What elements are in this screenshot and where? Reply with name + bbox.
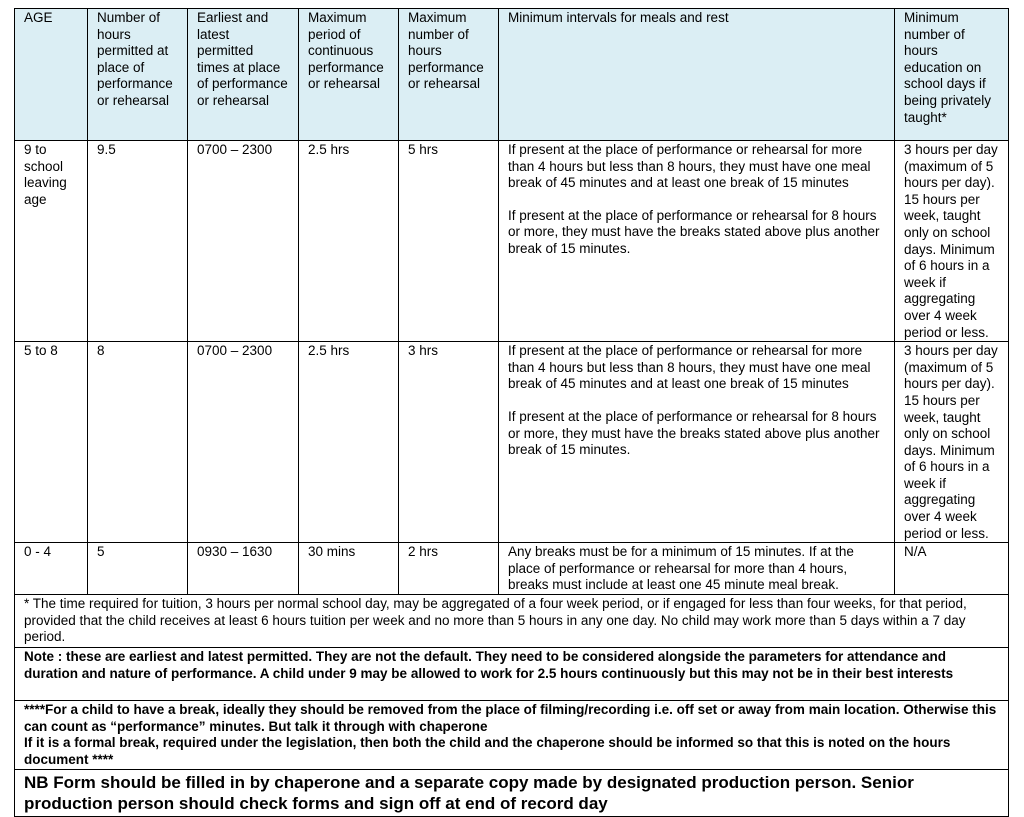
working-hours-table: [14, 8, 1009, 817]
break-note-line: ****For a child to have a break, ideally they should be removed from the place of filming/recording i.e. off set or away from main location. Otherwise this can count as “performance” minutes. But talk it through with chaperone: [24, 702, 997, 734]
cell-hours: 5: [88, 543, 188, 595]
note-row: [15, 648, 1009, 701]
cell-education: 3 hours per day (maximum of 5 hours per day). 15 hours per week, taught only on school days. Minimum of 6 hours in a week if aggregating over 4 week period or less.: [895, 342, 1009, 543]
break-note-line: If it is a formal break, required under the legislation, then both the child and the chaperone should be informed so that this is noted on the hours document ****: [24, 735, 951, 767]
cell-max-continuous: 2.5 hrs: [299, 342, 399, 543]
cell-education: 3 hours per day (maximum of 5 hours per day). 15 hours per week, taught only on school days. Minimum of 6 hours in a week if aggregating over 4 week period or less.: [895, 141, 1009, 342]
cell-intervals: [499, 141, 895, 342]
intervals-paragraph: If present at the place of performance or rehearsal for 8 hours or more, they must have the breaks stated above plus another break of 15 minutes.: [508, 207, 880, 256]
nb-form-row: [15, 770, 1009, 817]
cell-times: 0930 – 1630: [188, 543, 299, 595]
header-education: Minimum number of hours education on school days if being privately taught*: [895, 9, 1009, 141]
cell-intervals: [499, 342, 895, 543]
cell-hours: 9.5: [88, 141, 188, 342]
header-row: [15, 9, 1009, 141]
permitted-times-note: Note : these are earliest and latest permitted. They are not the default. They need to be considered alongside the parameters for attendance and duration and nature of performance. A child under 9 may be allowed to work for 2.5 hours continuously but this may not be in their best interests: [15, 648, 1009, 701]
cell-intervals: [499, 543, 895, 595]
intervals-paragraph: Any breaks must be for a minimum of 15 minutes. If at the place of performance or rehearsal for more than 4 hours, breaks must include at least one 45 minute meal break.: [508, 544, 854, 593]
intervals-paragraph: If present at the place of performance or rehearsal for 8 hours or more, they must have the breaks stated above plus another break of 15 minutes.: [508, 408, 880, 458]
cell-max-hours: 3 hrs: [399, 342, 499, 543]
cell-times: 0700 – 2300: [188, 141, 299, 342]
nb-form-instruction: NB Form should be filled in by chaperone and a separate copy made by designated production person. Senior production person should check forms and sign off at end of record day: [15, 770, 1009, 817]
tuition-footnote: * The time required for tuition, 3 hours per normal school day, may be aggregated of a four week period, or if engaged for less than four weeks, for that period, provided that the child receives at least 6 hours tuition per week and no more than 5 hours in any one day. No child may work more than 5 days within a 7 day period.: [15, 595, 1009, 648]
break-note-row: [15, 701, 1009, 770]
cell-max-continuous: 30 mins: [299, 543, 399, 595]
intervals-paragraph: If present at the place of performance or rehearsal for more than 4 hours but less than 8 hours, they must have one meal break of 45 minutes and at least one break of 15 minutes: [508, 142, 871, 191]
footnote-row: [15, 595, 1009, 648]
cell-times: 0700 – 2300: [188, 342, 299, 543]
header-intervals: Minimum intervals for meals and rest: [499, 9, 895, 141]
table-row: [15, 543, 1009, 595]
cell-age: 0 - 4: [15, 543, 88, 595]
cell-max-hours: 5 hrs: [399, 141, 499, 342]
cell-age: 9 to school leaving age: [15, 141, 88, 342]
header-hours-permitted: Number of hours permitted at place of performance or rehearsal: [88, 9, 188, 141]
cell-education: N/A: [895, 543, 1009, 595]
cell-hours: 8: [88, 342, 188, 543]
header-permitted-times: Earliest and latest permitted times at place of performance or rehearsal: [188, 9, 299, 141]
intervals-paragraph: If present at the place of performance or rehearsal for more than 4 hours but less than 8 hours, they must have one meal break of 45 minutes and at least one break of 15 minutes: [508, 343, 871, 392]
table-row: [15, 342, 1009, 543]
cell-max-hours: 2 hrs: [399, 543, 499, 595]
header-age: AGE: [15, 9, 88, 141]
header-max-hours: Maximum number of hours performance or rehearsal: [399, 9, 499, 141]
header-max-continuous: Maximum period of continuous performance or rehearsal: [299, 9, 399, 141]
break-note: [15, 701, 1009, 770]
cell-max-continuous: 2.5 hrs: [299, 141, 399, 342]
table-row: [15, 141, 1009, 342]
cell-age: 5 to 8: [15, 342, 88, 543]
